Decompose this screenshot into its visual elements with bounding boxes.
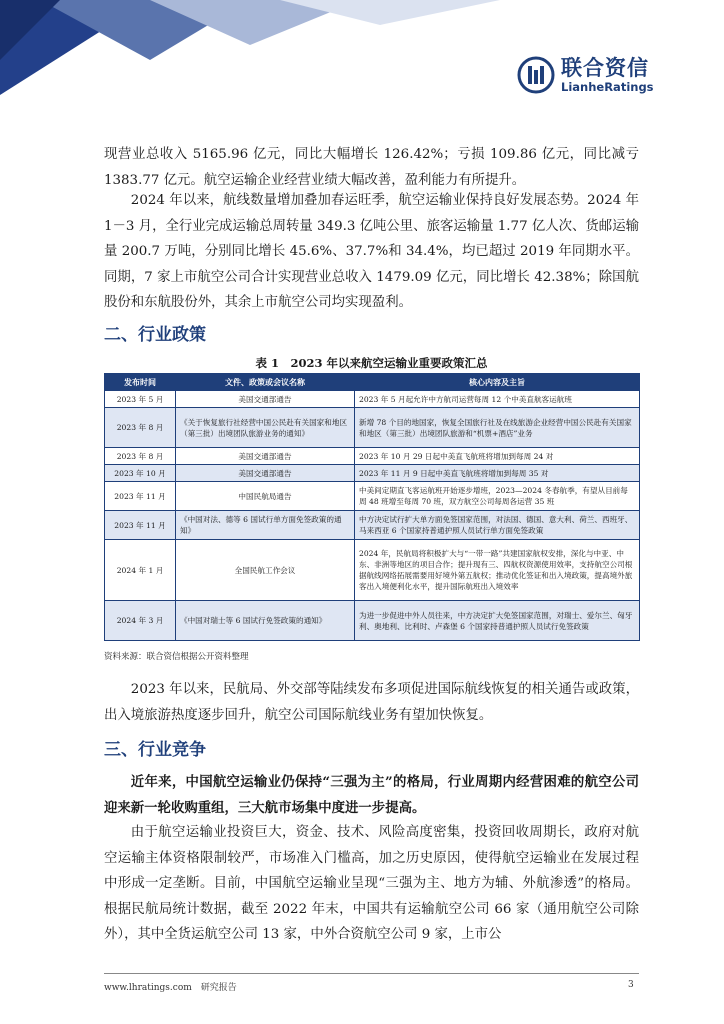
cell-document: 中国民航局通告 — [176, 482, 355, 511]
column-header-document: 文件、政策或会议名称 — [176, 374, 355, 391]
policy-table — [104, 373, 640, 641]
table-source-note: 资料来源：联合资信根据公开资料整理 — [104, 652, 249, 662]
logo-name-en: LianheRatings — [561, 80, 654, 94]
cell-date: 2024 年 1 月 — [105, 540, 176, 601]
cell-content: 新增 78 个目的地国家，恢复全国旅行社及在线旅游企业经营中国公民赴有关国家和地区（第三批）出境团队旅游和“机票+酒店”业务 — [355, 408, 640, 448]
table-row — [105, 391, 640, 408]
table-header-row — [105, 374, 640, 391]
table-row — [105, 511, 640, 540]
cell-document: 《关于恢复旅行社经营中国公民赴有关国家和地区（第三批）出境团队旅游业务的通知》 — [176, 408, 355, 448]
paragraph-key-finding: 近年来，中国航空运输业仍保持“三强为主”的格局，行业周期内经营困难的航空公司迎来新一轮收购重组，三大航市场集中度进一步提高。 — [104, 774, 639, 816]
cell-date: 2024 年 3 月 — [105, 601, 176, 641]
footer-divider — [104, 973, 639, 974]
paragraph-international-routes: 2023 年以来，民航局、外交部等陆续发布多项促进国际航线恢复的相关通告或政策，出入境旅游热度逐步回升，航空公司国际航线业务有望加快恢复。 — [104, 682, 639, 723]
cell-document: 美国交通部通告 — [176, 448, 355, 465]
company-logo — [517, 52, 677, 98]
table-row — [105, 408, 640, 448]
section-heading-policy: 二、行业政策 — [104, 325, 206, 345]
logo-mark-icon — [517, 56, 555, 94]
cell-content: 中方决定试行扩大单方面免签国家范围，对法国、德国、意大利、荷兰、西班牙、马来西亚 6 个国家持普通护照人员试行单方面免签政策 — [355, 511, 640, 540]
column-header-date: 发布时间 — [105, 374, 176, 391]
cell-date: 2023 年 8 月 — [105, 408, 176, 448]
table-row — [105, 482, 640, 511]
table-row — [105, 601, 640, 641]
cell-date: 2023 年 11 月 — [105, 511, 176, 540]
cell-date: 2023 年 5 月 — [105, 391, 176, 408]
cell-document: 美国交通部通告 — [176, 465, 355, 482]
page-number: 3 — [628, 980, 634, 990]
table-caption: 表 1 2023 年以来航空运输业重要政策汇总 — [255, 356, 488, 370]
cell-document: 美国交通部通告 — [176, 391, 355, 408]
cell-document: 全国民航工作会议 — [176, 540, 355, 601]
cell-document: 《中国对法、德等 6 国试行单方面免签政策的通知》 — [176, 511, 355, 540]
cell-content: 2023 年 10 月 29 日起中美直飞航班将增加到每周 24 对 — [355, 448, 640, 465]
cell-content: 为进一步促进中外人员往来，中方决定扩大免签国家范围，对瑞士、爱尔兰、匈牙利、奥地利、比利时、卢森堡 6 个国家持普通护照人员试行免签政策 — [355, 601, 640, 641]
cell-content: 2023 年 11 月 9 日起中美直飞航班将增加到每周 35 对 — [355, 465, 640, 482]
paragraph-revenue: 现营业总收入 5165.96 亿元，同比大幅增长 126.42%；亏损 109.86 亿元，同比减亏 1383.77 亿元。航空运输企业经营业绩大幅改善，盈利能力有所提升。 — [104, 147, 639, 188]
cell-date: 2023 年 11 月 — [105, 482, 176, 511]
footer-website: www.lhratings.com 研究报告 — [104, 983, 237, 993]
cell-document: 《中国对瑞士等 6 国试行免签政策的通知》 — [176, 601, 355, 641]
cell-date: 2023 年 10 月 — [105, 465, 176, 482]
column-header-content: 核心内容及主旨 — [355, 374, 640, 391]
table-row — [105, 448, 640, 465]
table-row — [105, 540, 640, 601]
cell-content: 2024 年，民航局将积极扩大与“一带一路”共建国家航权安排，深化与中亚、中东、非洲等地区的项目合作；提升现有三、四航权资源使用效率，支持航空公司根据航线网络拓展需要用好境外第五航权；推动优化签证和出入境政策，提高境外旅客出入境便利化水平，提升国际航班出入境效率 — [355, 540, 640, 601]
paragraph-2024-performance: 2024 年以来，航线数量增加叠加春运旺季，航空运输业保持良好发展态势。2024 年 1－3 月，全行业完成运输总周转量 349.3 亿吨公里、旅客运输量 1.77 亿人次、货邮运输量 200.7 万吨，分别同比增长 45.6%、37.7%和 34.4%，均已超过 2019 年同期水平。同期，7 家上市航空公司合计实现营业总收入 1479.09 亿元，同比增长 42.38%；除国航股份和东航股份外，其余上市航空公司均实现盈利。 — [104, 193, 639, 310]
logo-name-cn: 联合资信 — [561, 56, 649, 80]
cell-date: 2023 年 8 月 — [105, 448, 176, 465]
table-row — [105, 465, 640, 482]
section-heading-competition: 三、行业竞争 — [104, 740, 206, 760]
cell-content: 中美间定期直飞客运航班开始逐步增班，2023—2024 冬春航季，有望从目前每周 48 班增至每周 70 班，双方航空公司每周各运营 35 班 — [355, 482, 640, 511]
cell-content: 2023 年 5 月起允许中方航司运营每周 12 个中美直航客运航班 — [355, 391, 640, 408]
paragraph-market-structure: 由于航空运输业投资巨大，资金、技术、风险高度密集，投资回收周期长，政府对航空运输主体资格限制较严，市场准入门槛高，加之历史原因，使得航空运输业在发展过程中形成一定垄断。目前，中国航空运输业呈现“三强为主、地方为辅、外航渗透”的格局。根据民航局统计数据，截至 2022 年末，中国共有运输航空公司 66 家（通用航空公司除外），其中全货运航空公司 13 家，中外合资航空公司 9 家，上市公 — [104, 825, 639, 942]
